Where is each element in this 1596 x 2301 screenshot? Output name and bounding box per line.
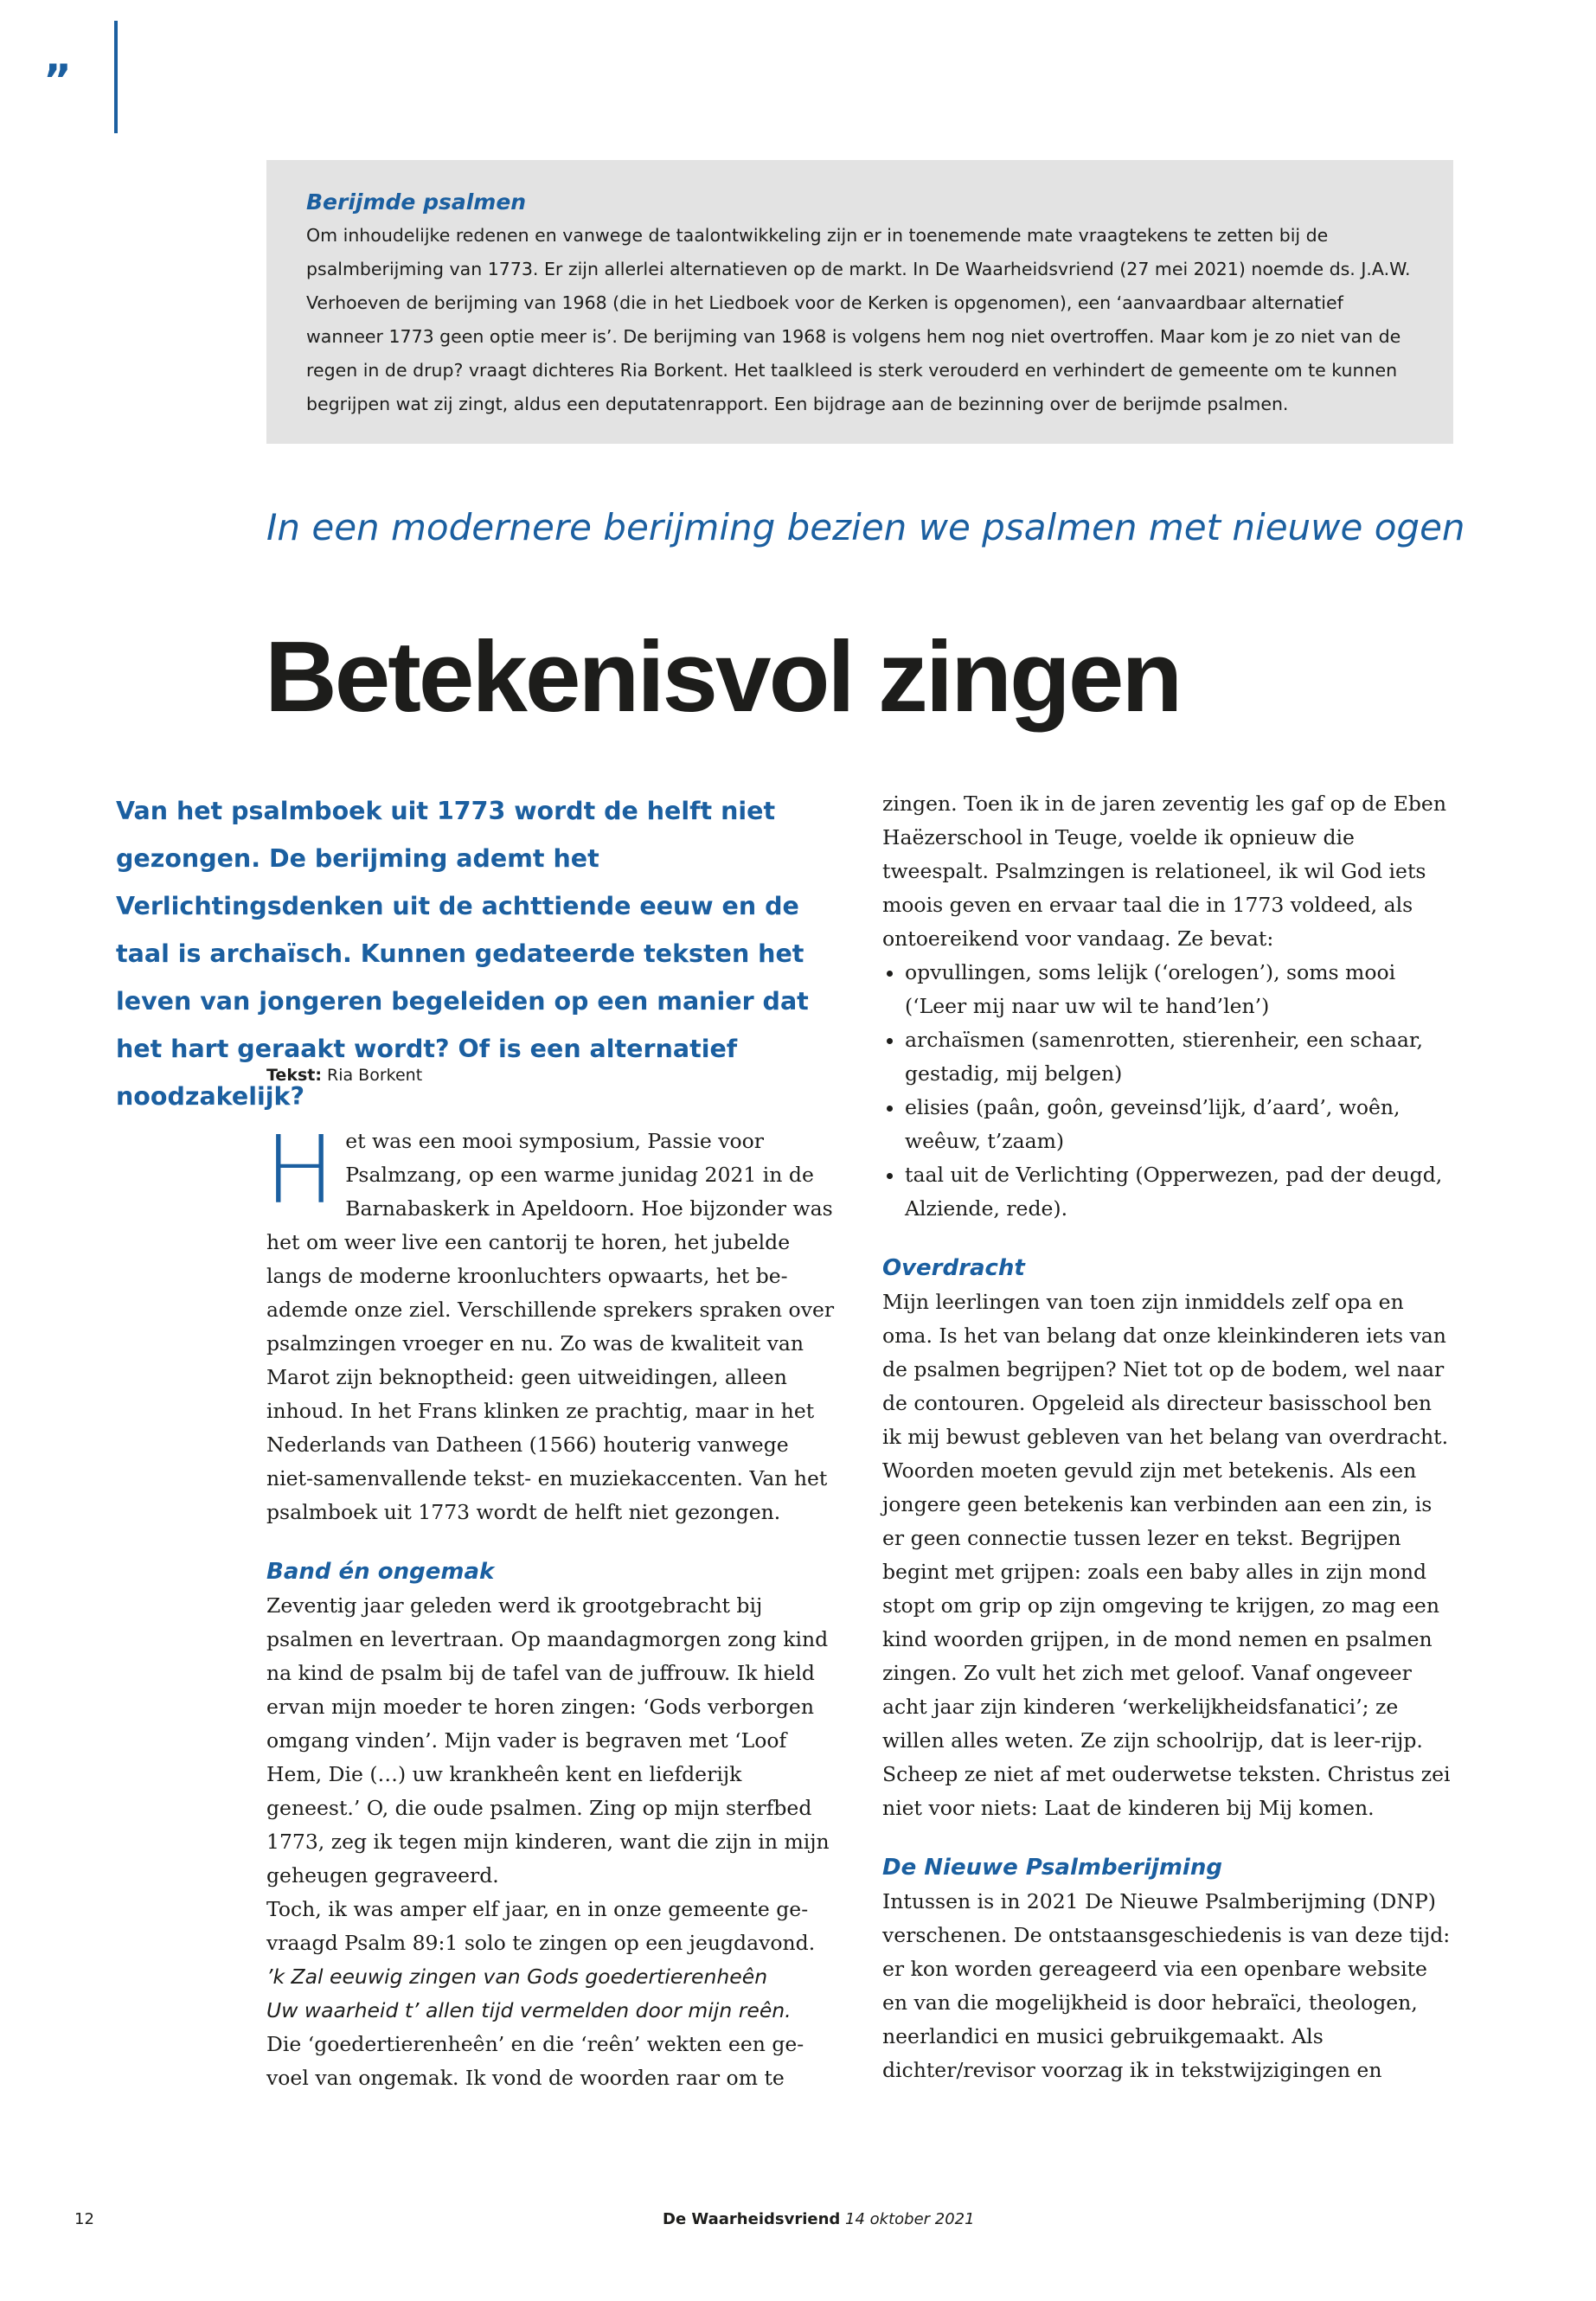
page-number: 12	[74, 2210, 94, 2228]
column-right	[882, 787, 1453, 2087]
paragraph: Zeventig jaar geleden werd ik grootgebracht bij psalmen en levertraan. Op maandagmorgen zong kind na kind de psalm bij de tafel van de juffrouw. Ik hield ervan mijn moeder te horen zingen: ‘Gods verborgen omgang vinden’. Mijn vader is begraven met ‘Loof Hem, Die (…) uw krankheên kent en liefderijk geneest.’ O, die oude psalmen. Zing op mijn sterfbed 1773, zeg ik tegen mijn kinderen, want die zijn in mijn geheugen gegraveerd.	[266, 1593, 830, 1888]
subheading: De Nieuwe Psalmberijming	[882, 1855, 1222, 1881]
paragraph: Het was een mooi symposium, Passie voor Psalmzang, op een warme junidag 2021 in de Barnabaskerk in Apeldoorn. Hoe bijzonder was het om weer live een cantorij te horen, het jubelde langs de moderne kroonluchters opwaarts, het beademde onze ziel. Verschillende sprekers spraken over psalmzingen vroeger en nu. Zo was de kwaliteit van Marot zijn beknoptheid: geen uitweidingen, alleen inhoud. In het Frans klinken ze prachtig, maar in het Nederlands van Datheen (1566) houterig vanwege niet-samenvallende tekst- en muziekaccenten. Van het psalmboek uit 1773 wordt de helft niet gezongen.	[265, 1117, 835, 1524]
subheading: Overdracht	[882, 1255, 1025, 1281]
vertical-rule	[114, 21, 118, 133]
byline: Tekst: Ria Borkent	[266, 1066, 423, 1085]
column-left	[265, 1117, 837, 2095]
list-item: • elisies (paân, goôn, geveinsd’lijk, d’aard’, woên, weêuw, t’zaam)	[905, 1091, 1453, 1158]
list-item: • archaïsmen (samenrotten, stierenheir, een schaar, gestadig, mij belgen)	[905, 1023, 1453, 1091]
paragraph: Intussen is in 2021 De Nieuwe Psalmberijming (DNP) verschenen. De ontstaansgeschiedenis is van deze tijd: er kon worden gereageerd via een openbare website en van die mogelijkheid is door hebraïci, theologen, neerlandici en musici gebruikgemaakt. Als dichter/revisor voorzag ik in tekstwijzigingen en	[882, 1889, 1451, 2082]
footer-source: De Waarheidsvriend 14 oktober 2021	[663, 2210, 975, 2228]
paragraph: Die ‘goedertierenheên’ en die ‘reên’ wekten een gevoel van ongemak. Ik vond de woorden raar om te	[266, 2032, 804, 2090]
list-item: • taal uit de Verlichting (Opperwezen, pad der deugd, Alziende, rede).	[905, 1158, 1453, 1226]
paragraph: zingen. Toen ik in de jaren zeventig les gaf op de Eben Haëzerschool in Teuge, voelde ik opnieuw die tweespalt. Psalmzingen is relationeel, ik wil God iets moois geven en ervaar taal die in 1773 voldeed, als ontoereikend voor vandaag. Ze bevat:	[882, 792, 1446, 951]
verse-line: Uw waarheid t’ allen tijd vermelden door mijn reên.	[266, 1998, 792, 2022]
bullet-list	[905, 956, 1453, 1226]
box-title: Berijmde psalmen	[306, 189, 527, 215]
box-text: Om inhoudelijke redenen en vanwege de taalontwikkeling zijn er in toenemende mate vraagtekens te zetten bij de psalmberijming van 1773. Er zijn allerlei alternatieven op de markt. In De Waarheidsvriend (27 mei 2021) noemde ds. J.A.W. Verhoeven de berijming van 1968 (die in het Liedboek voor de Kerken is opgenomen), een ‘aanvaardbaar alternatief wanneer 1773 geen optie meer is’. De berijming van 1968 is volgens hem nog niet overtroffen. Maar kom je zo niet van de regen in de drup? vraagt dichteres Ria Borkent. Het taalkleed is sterk verouderd en verhindert de gemeente om te kunnen begrijpen wat zij zingt, aldus een deputatenrapport. Een bijdrage aan de bezinning over de berijmde psalmen.	[306, 225, 1411, 414]
lead-line: In een modernere berijming bezien we psalmen met nieuwe ogen	[266, 506, 1465, 548]
list-item: • opvullingen, soms lelijk (‘orelogen’), soms mooi (‘Leer mij naar uw wil te hand’len’)	[905, 956, 1453, 1023]
verse-line: ’k Zal eeuwig zingen van Gods goedertierenheên	[266, 1965, 768, 1989]
quote-mark-icon: ”	[43, 55, 72, 106]
subheading: Band én ongemak	[266, 1559, 495, 1585]
drop-cap: H	[265, 1117, 336, 1225]
paragraph: Mijn leerlingen van toen zijn inmiddels zelf opa en oma. Is het van belang dat onze kleinkinderen iets van de psalmen begrijpen? Niet tot op de bodem, wel naar de contouren. Opgeleid als directeur basisschool ben ik mij bewust gebleven van het belang van overdracht. Woorden moeten gevuld zijn met betekenis. Als een jongere geen betekenis kan verbinden aan een zin, is er geen connectie tussen lezer en tekst. Begrijpen begint met grijpen: zoals een baby alles in zijn mond stopt om grip op zijn omgeving te krijgen, zo mag een kind woorden grijpen, in de mond nemen en psalmen zingen. Zo vult het zich met geloof. Vanaf ongeveer acht jaar zijn kinderen ‘werkelijkheidsfanatici’; ze willen alles weten. Ze zijn schoolrijp, dat is leer-rijp. Scheep ze niet af met ouderwetse teksten. Christus zei niet voor niets: Laat de kinderen bij Mij komen.	[882, 1290, 1451, 1820]
info-box	[266, 160, 1453, 444]
paragraph: Toch, ik was amper elf jaar, en in onze gemeente gevraagd Psalm 89:1 solo te zingen op een jeugdavond.	[266, 1897, 816, 1955]
page-title: Betekenisvol zingen	[265, 620, 1181, 733]
intro-text: Van het psalmboek uit 1773 wordt de helft niet gezongen. De berijming ademt het Verlichtingsdenken uit de achttiende eeuw en de taal is archaïsch. Kunnen gedateerde teksten het leven van jongeren begeleiden op een manier dat het hart geraakt wordt? Of is een alternatief noodzakelijk?	[116, 797, 809, 1111]
